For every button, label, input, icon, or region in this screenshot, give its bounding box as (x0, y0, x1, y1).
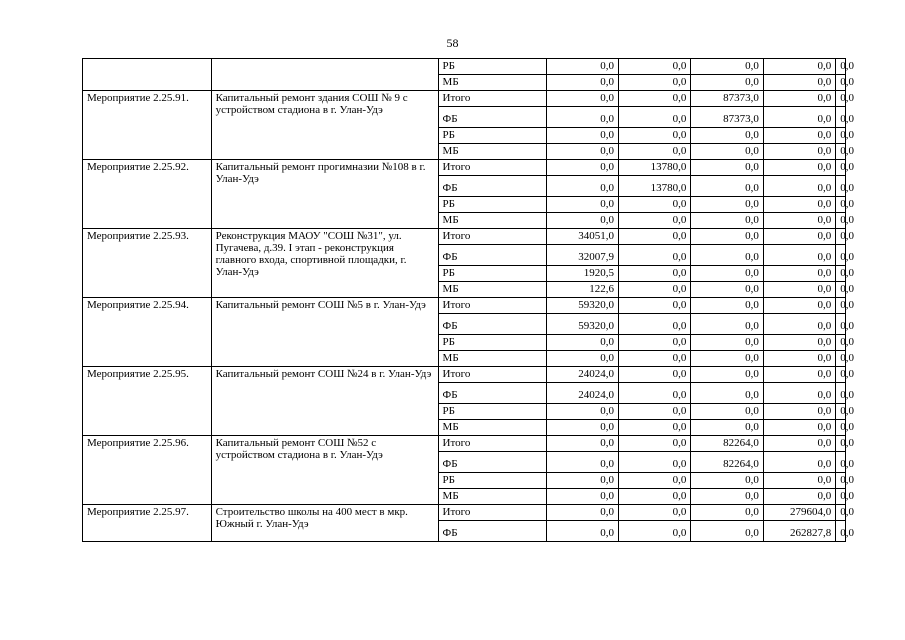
value-cell: 0,0 (691, 351, 763, 367)
value-cell: 24024,0 (546, 383, 618, 404)
value-cell: 0,0 (619, 489, 691, 505)
value-cell: 0,0 (836, 404, 846, 420)
value-cell: 0,0 (619, 144, 691, 160)
value-cell: 0,0 (836, 176, 846, 197)
value-cell: 0,0 (546, 176, 618, 197)
source-cell: ФБ (438, 107, 546, 128)
value-cell: 0,0 (763, 91, 835, 107)
value-cell: 0,0 (763, 266, 835, 282)
value-cell: 0,0 (619, 335, 691, 351)
event-name-cell: Реконструкция МАОУ "СОШ №31", ул. Пугачева, д.39. I этап - реконструкция главного входа, спортивной площадки, г. Улан-Удэ (211, 229, 438, 298)
value-cell: 0,0 (691, 75, 763, 91)
value-cell: 0,0 (619, 128, 691, 144)
value-cell: 0,0 (691, 489, 763, 505)
table-row (83, 298, 846, 314)
event-cell: Мероприятие 2.25.94. (83, 298, 212, 367)
value-cell: 0,0 (836, 128, 846, 144)
event-name-cell: Капитальный ремонт здания СОШ № 9 с устройством стадиона в г. Улан-Удэ (211, 91, 438, 160)
value-cell: 0,0 (691, 383, 763, 404)
value-cell: 0,0 (619, 404, 691, 420)
value-cell: 0,0 (691, 473, 763, 489)
value-cell: 0,0 (546, 351, 618, 367)
value-cell: 0,0 (763, 229, 835, 245)
value-cell: 0,0 (691, 521, 763, 542)
value-cell: 0,0 (763, 245, 835, 266)
source-cell: ФБ (438, 314, 546, 335)
value-cell: 0,0 (836, 91, 846, 107)
name-cell-continued (211, 59, 438, 91)
value-cell: 0,0 (619, 213, 691, 229)
source-cell: Итого (438, 436, 546, 452)
value-cell: 0,0 (619, 245, 691, 266)
value-cell: 0,0 (763, 452, 835, 473)
value-cell: 0,0 (619, 505, 691, 521)
value-cell: 0,0 (546, 91, 618, 107)
value-cell: 0,0 (836, 266, 846, 282)
value-cell: 0,0 (763, 59, 835, 75)
value-cell: 0,0 (691, 59, 763, 75)
table-row (83, 367, 846, 383)
value-cell: 0,0 (763, 335, 835, 351)
value-cell: 0,0 (546, 59, 618, 75)
value-cell: 0,0 (619, 351, 691, 367)
value-cell: 13780,0 (619, 176, 691, 197)
value-cell: 24024,0 (546, 367, 618, 383)
source-cell: Итого (438, 160, 546, 176)
value-cell: 0,0 (691, 128, 763, 144)
event-cell: Мероприятие 2.25.96. (83, 436, 212, 505)
value-cell: 0,0 (691, 298, 763, 314)
source-cell: ФБ (438, 245, 546, 266)
value-cell: 0,0 (763, 383, 835, 404)
event-name-cell: Капитальный ремонт прогимназии №108 в г. Улан-Удэ (211, 160, 438, 229)
value-cell: 0,0 (836, 351, 846, 367)
value-cell: 1920,5 (546, 266, 618, 282)
value-cell: 0,0 (836, 160, 846, 176)
table-row (83, 505, 846, 521)
value-cell: 0,0 (619, 197, 691, 213)
value-cell: 0,0 (691, 160, 763, 176)
value-cell: 0,0 (763, 75, 835, 91)
page-number: 58 (446, 36, 459, 50)
value-cell: 0,0 (763, 367, 835, 383)
value-cell: 0,0 (836, 420, 846, 436)
value-cell: 0,0 (619, 266, 691, 282)
value-cell: 0,0 (691, 335, 763, 351)
value-cell: 0,0 (691, 420, 763, 436)
source-cell: Итого (438, 367, 546, 383)
value-cell: 0,0 (619, 367, 691, 383)
value-cell: 0,0 (836, 245, 846, 266)
value-cell: 13780,0 (619, 160, 691, 176)
table-row (83, 59, 846, 75)
value-cell: 0,0 (546, 404, 618, 420)
value-cell: 0,0 (546, 505, 618, 521)
value-cell: 0,0 (763, 107, 835, 128)
value-cell: 0,0 (763, 420, 835, 436)
value-cell: 0,0 (619, 473, 691, 489)
value-cell: 0,0 (546, 521, 618, 542)
value-cell: 0,0 (546, 107, 618, 128)
value-cell: 0,0 (836, 59, 846, 75)
value-cell: 0,0 (836, 314, 846, 335)
value-cell: 0,0 (836, 282, 846, 298)
budget-table (82, 58, 854, 542)
event-cell: Мероприятие 2.25.97. (83, 505, 212, 542)
value-cell: 0,0 (763, 489, 835, 505)
value-cell: 0,0 (836, 367, 846, 383)
event-cell: Мероприятие 2.25.92. (83, 160, 212, 229)
value-cell: 0,0 (691, 367, 763, 383)
value-cell: 82264,0 (691, 452, 763, 473)
value-cell: 59320,0 (546, 314, 618, 335)
value-cell: 0,0 (763, 144, 835, 160)
table-row (83, 91, 846, 107)
value-cell: 0,0 (691, 505, 763, 521)
value-cell: 0,0 (763, 298, 835, 314)
value-cell: 0,0 (836, 489, 846, 505)
value-cell: 0,0 (619, 91, 691, 107)
source-cell: Итого (438, 505, 546, 521)
event-name-cell: Капитальный ремонт СОШ №5 в г. Улан-Удэ (211, 298, 438, 367)
source-cell: ФБ (438, 383, 546, 404)
value-cell: 0,0 (619, 452, 691, 473)
table-row (83, 436, 846, 452)
value-cell: 0,0 (619, 107, 691, 128)
event-name-cell: Капитальный ремонт СОШ №24 в г. Улан-Удэ (211, 367, 438, 436)
value-cell: 0,0 (836, 335, 846, 351)
value-cell: 0,0 (546, 335, 618, 351)
value-cell: 279604,0 (763, 505, 835, 521)
value-cell: 0,0 (836, 521, 846, 542)
event-name-cell: Капитальный ремонт СОШ №52 с устройством стадиона в г. Улан-Удэ (211, 436, 438, 505)
value-cell: 0,0 (836, 298, 846, 314)
value-cell: 0,0 (619, 521, 691, 542)
value-cell: 0,0 (619, 282, 691, 298)
event-cell: Мероприятие 2.25.95. (83, 367, 212, 436)
source-cell: РБ (438, 59, 546, 75)
source-cell: РБ (438, 128, 546, 144)
value-cell: 0,0 (836, 505, 846, 521)
value-cell: 0,0 (619, 229, 691, 245)
value-cell: 0,0 (546, 160, 618, 176)
value-cell: 0,0 (836, 75, 846, 91)
value-cell: 0,0 (763, 473, 835, 489)
value-cell: 0,0 (619, 298, 691, 314)
value-cell: 87373,0 (691, 91, 763, 107)
value-cell: 0,0 (763, 213, 835, 229)
source-cell: РБ (438, 197, 546, 213)
value-cell: 0,0 (546, 213, 618, 229)
value-cell: 0,0 (691, 314, 763, 335)
value-cell: 0,0 (619, 420, 691, 436)
source-cell: МБ (438, 351, 546, 367)
source-cell: МБ (438, 75, 546, 91)
value-cell: 0,0 (836, 197, 846, 213)
value-cell: 32007,9 (546, 245, 618, 266)
value-cell: 0,0 (546, 473, 618, 489)
value-cell: 0,0 (691, 213, 763, 229)
value-cell: 0,0 (546, 452, 618, 473)
value-cell: 122,6 (546, 282, 618, 298)
value-cell: 0,0 (619, 383, 691, 404)
value-cell: 0,0 (691, 229, 763, 245)
value-cell: 0,0 (836, 229, 846, 245)
value-cell: 0,0 (836, 473, 846, 489)
value-cell: 0,0 (546, 144, 618, 160)
source-cell: Итого (438, 91, 546, 107)
value-cell: 0,0 (763, 197, 835, 213)
value-cell: 0,0 (546, 489, 618, 505)
source-cell: РБ (438, 473, 546, 489)
value-cell: 0,0 (763, 176, 835, 197)
source-cell: Итого (438, 229, 546, 245)
source-cell: МБ (438, 420, 546, 436)
source-cell: МБ (438, 489, 546, 505)
source-cell: МБ (438, 282, 546, 298)
source-cell: МБ (438, 213, 546, 229)
value-cell: 0,0 (546, 420, 618, 436)
value-cell: 0,0 (691, 266, 763, 282)
value-cell: 0,0 (763, 314, 835, 335)
value-cell: 59320,0 (546, 298, 618, 314)
value-cell: 0,0 (763, 351, 835, 367)
value-cell: 0,0 (836, 383, 846, 404)
value-cell: 262827,8 (763, 521, 835, 542)
value-cell: 0,0 (691, 144, 763, 160)
table-row (83, 160, 846, 176)
budget-table-body (83, 59, 854, 542)
value-cell: 34051,0 (546, 229, 618, 245)
source-cell: ФБ (438, 521, 546, 542)
value-cell: 0,0 (836, 107, 846, 128)
value-cell: 0,0 (763, 160, 835, 176)
source-cell: РБ (438, 266, 546, 282)
table-row (83, 229, 846, 245)
source-cell: МБ (438, 144, 546, 160)
value-cell: 0,0 (691, 282, 763, 298)
source-cell: ФБ (438, 452, 546, 473)
value-cell: 0,0 (836, 213, 846, 229)
value-cell: 0,0 (546, 197, 618, 213)
value-cell: 0,0 (546, 128, 618, 144)
value-cell: 0,0 (691, 176, 763, 197)
event-name-cell: Строительство школы на 400 мест в мкр. Южный г. Улан-Удэ (211, 505, 438, 542)
value-cell: 0,0 (836, 144, 846, 160)
value-cell: 0,0 (619, 59, 691, 75)
value-cell: 0,0 (691, 245, 763, 266)
event-cell: Мероприятие 2.25.93. (83, 229, 212, 298)
value-cell: 0,0 (619, 75, 691, 91)
value-cell: 0,0 (836, 436, 846, 452)
value-cell: 0,0 (763, 404, 835, 420)
value-cell: 87373,0 (691, 107, 763, 128)
source-cell: ФБ (438, 176, 546, 197)
value-cell: 0,0 (836, 452, 846, 473)
value-cell: 0,0 (619, 314, 691, 335)
source-cell: РБ (438, 404, 546, 420)
value-cell: 0,0 (619, 436, 691, 452)
value-cell: 0,0 (763, 436, 835, 452)
event-cell: Мероприятие 2.25.91. (83, 91, 212, 160)
value-cell: 82264,0 (691, 436, 763, 452)
value-cell: 0,0 (763, 282, 835, 298)
value-cell: 0,0 (546, 75, 618, 91)
value-cell: 0,0 (546, 436, 618, 452)
event-cell-continued (83, 59, 212, 91)
source-cell: Итого (438, 298, 546, 314)
value-cell: 0,0 (691, 197, 763, 213)
value-cell: 0,0 (763, 128, 835, 144)
value-cell: 0,0 (691, 404, 763, 420)
source-cell: РБ (438, 335, 546, 351)
